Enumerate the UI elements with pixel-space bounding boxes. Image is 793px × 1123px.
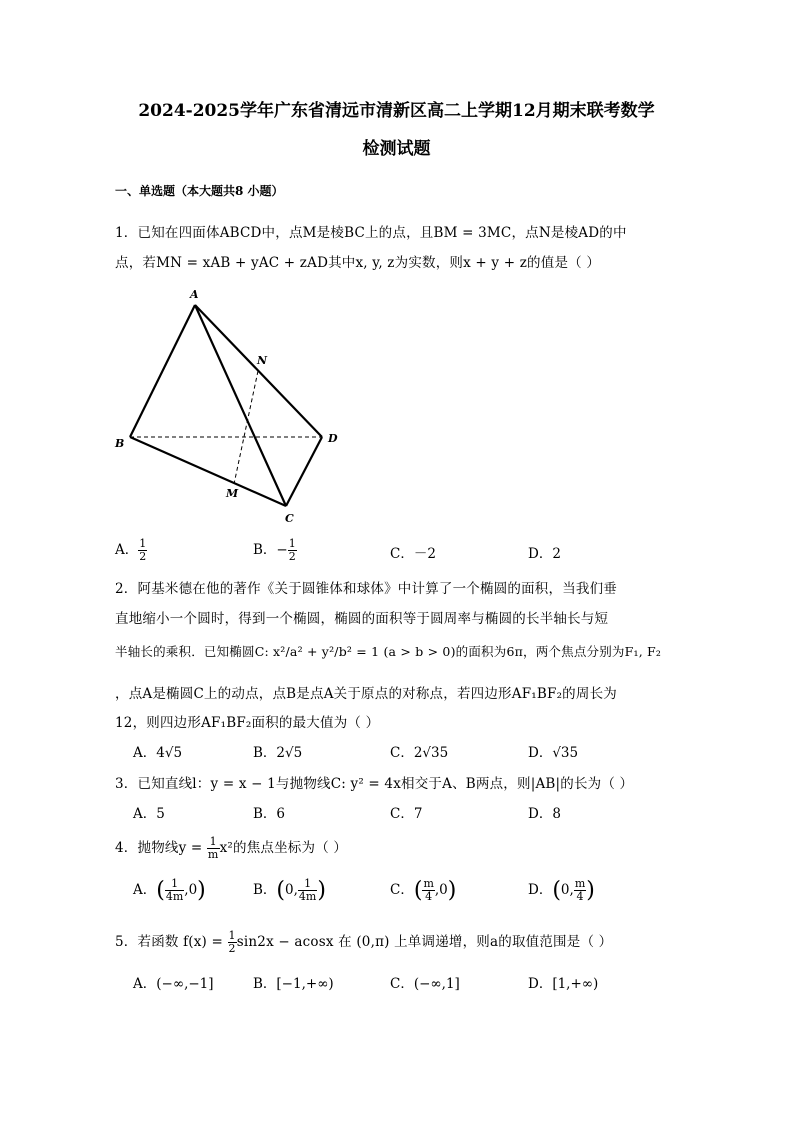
edge-CD [286, 437, 322, 506]
q5-option-b[interactable]: B．[−1,+∞) [253, 976, 334, 992]
option-letter: D． [528, 882, 553, 898]
q1-option-b[interactable] [253, 538, 297, 563]
option-head: 0, [560, 882, 574, 898]
frac-den: 2 [288, 550, 296, 563]
label-B: B [115, 437, 125, 450]
frac-den: 2 [139, 550, 147, 563]
q1-option-d[interactable]: D．2 [528, 546, 561, 562]
frac-den: 4m [165, 890, 184, 903]
q2-option-c[interactable]: C．2√35 [390, 745, 449, 761]
segment-MN [234, 371, 258, 484]
option-head: 0, [285, 882, 298, 898]
q4-option-a[interactable]: A．( $\frac{1}{4m}$ ,0) [133, 877, 206, 903]
frac-num: m [423, 877, 434, 890]
q4-option-b[interactable]: B．(0, $\frac{1}{4m}$ ) [253, 877, 326, 903]
frac-den: m [207, 848, 219, 861]
q5-text-pre: 5．若函数 f(x) = [115, 934, 224, 950]
frac-num: 1 [228, 929, 236, 942]
option-letter: B． [253, 542, 277, 558]
option-letter: A． [115, 542, 139, 558]
frac-num: 1 [139, 537, 147, 550]
option-letter: A． [133, 882, 157, 898]
minus-sign: − [276, 542, 288, 558]
frac-den: 2 [228, 942, 236, 955]
option-tail: ,0 [184, 882, 198, 898]
q5-option-d[interactable]: D．[1,+∞) [528, 976, 599, 992]
q2-line2: 直地缩小一个圆时，得到一个椭圆，椭圆的面积等于圆周率与椭圆的长半轴长与短 [115, 611, 609, 627]
q5-line1 [115, 930, 612, 955]
q5-text-post: sin2x − acosx 在 (0,π) 上单调递增，则a的取值范围是（ ） [236, 934, 613, 950]
option-tail: ,0 [434, 882, 448, 898]
document-title-line1: 2024-2025学年广东省清远市清新区高二上学期12月期末联考数学 [138, 101, 655, 121]
q2-line5: 12，则四边形AF₁BF₂面积的最大值为（ ） [115, 715, 380, 731]
q1-option-c[interactable]: C．－2 [390, 546, 436, 562]
label-M: M [226, 487, 239, 500]
option-letter: B． [253, 882, 277, 898]
frac-num: 1 [288, 537, 296, 550]
frac-den: 4 [576, 890, 584, 903]
label-A: A [190, 288, 199, 301]
q3-option-b[interactable]: B．6 [253, 806, 286, 822]
frac-num: 1 [298, 878, 317, 891]
label-D: D [328, 432, 338, 445]
edge-AC [195, 305, 286, 506]
tetrahedron-figure [110, 282, 340, 527]
label-N: N [257, 354, 268, 367]
q1-option-a[interactable] [115, 538, 147, 563]
q2-option-a[interactable]: A．4√5 [133, 745, 183, 761]
document-title-line2: 检测试题 [362, 139, 431, 159]
q5-option-c[interactable]: C．(−∞,1] [390, 976, 460, 992]
q1-line2: 点，若MN = xAB + yAC + zAD其中x, y, z为实数，则x + y + z的值是（ ） [115, 255, 601, 271]
q4-option-c[interactable]: C．( $\frac{m}{4}$ ,0) [390, 877, 457, 903]
q5-option-a[interactable]: A．(−∞,−1] [133, 976, 214, 992]
q4-text-post: x²的焦点坐标为（ ） [219, 840, 348, 856]
option-letter: C． [390, 882, 414, 898]
q3-option-c[interactable]: C．7 [390, 806, 423, 822]
q2-option-d[interactable]: D．√35 [528, 745, 579, 761]
section-heading: 一、单选题（本大题共8 小题） [115, 184, 284, 198]
frac-num: m [574, 877, 586, 890]
frac-den: 4m [298, 890, 317, 903]
edge-AB [130, 305, 195, 437]
frac-num: 1 [207, 836, 220, 849]
q2-line1: 2．阿基米德在他的著作《关于圆锥体和球体》中计算了一个椭圆的面积，当我们垂 [115, 581, 617, 597]
frac-num: 1 [165, 878, 184, 891]
edge-AD [195, 305, 322, 437]
q2-line4: ，点A是椭圆C上的动点，点B是点A关于原点的对称点，若四边形AF₁BF₂的周长为 [115, 686, 617, 702]
q2-option-b[interactable]: B．2√5 [253, 745, 303, 761]
edge-BC [130, 437, 286, 506]
q4-text-pre: 4．抛物线y = [115, 840, 203, 856]
q3-option-d[interactable]: D．8 [528, 806, 561, 822]
q4-line1 [115, 836, 347, 861]
label-C: C [285, 512, 294, 525]
frac-den: 4 [425, 890, 433, 903]
q4-option-d[interactable]: D．(0, $\frac{m}{4}$ ) [528, 877, 595, 903]
q1-line1: 1．已知在四面体ABCD中，点M是棱BC上的点，且BM = 3MC，点N是棱AD的中 [115, 225, 627, 241]
q2-line3: 半轴长的乘积．已知椭圆C: x²/a² + y²/b² = 1 (a > b > 0)的面积为6π，两个焦点分别为F₁, F₂ [115, 644, 662, 659]
q3-option-a[interactable]: A．5 [133, 806, 165, 822]
q3-line1: 3．已知直线l：y = x − 1与抛物线C: y² = 4x相交于A、B两点，则|AB|的长为（ ） [115, 776, 634, 792]
